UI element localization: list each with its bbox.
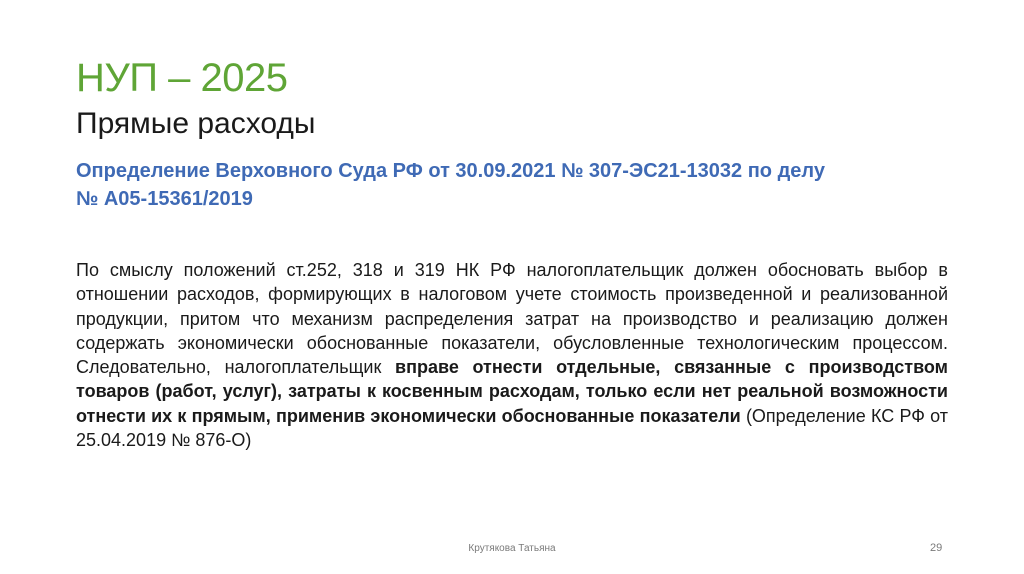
body-text-start: По смыслу положений ст.252, 318 и 319 НК РФ налогоплательщик должен обосновать выбор в отношении расходов, формирующих в налоговом учете стоимость произведенной и реализованной продукции, притом что механизм распределения затрат на производство и реализацию должен содержать экономически обоснованные показатели, обусловленные технологическим процессом. Следовательно, налогоплательщик bbox=[76, 260, 948, 378]
slide-title: НУП – 2025 bbox=[76, 56, 288, 100]
page-number: 29 bbox=[930, 542, 943, 554]
court-reference-line2: № А05-15361/2019 bbox=[76, 188, 253, 210]
body-text-end: (Определение КС РФ от 25.04.2019 № 876-О) bbox=[76, 405, 948, 451]
slide-subtitle: Прямые расходы bbox=[76, 107, 316, 140]
court-reference-line1: Определение Верховного Суда РФ от 30.09.2021 № 307-ЭС21-13032 по делу bbox=[76, 160, 825, 182]
body-paragraph bbox=[76, 258, 948, 452]
body-text-bold: вправе отнести отдельные, связанные с производством товаров (работ, услуг), затраты к косвенным расходам, только если нет реальной возможности отнести их к прямым, применив экономически обоснованные показатели bbox=[76, 357, 948, 426]
court-reference bbox=[76, 157, 956, 213]
footer-author: Крутякова Татьяна bbox=[468, 543, 556, 554]
